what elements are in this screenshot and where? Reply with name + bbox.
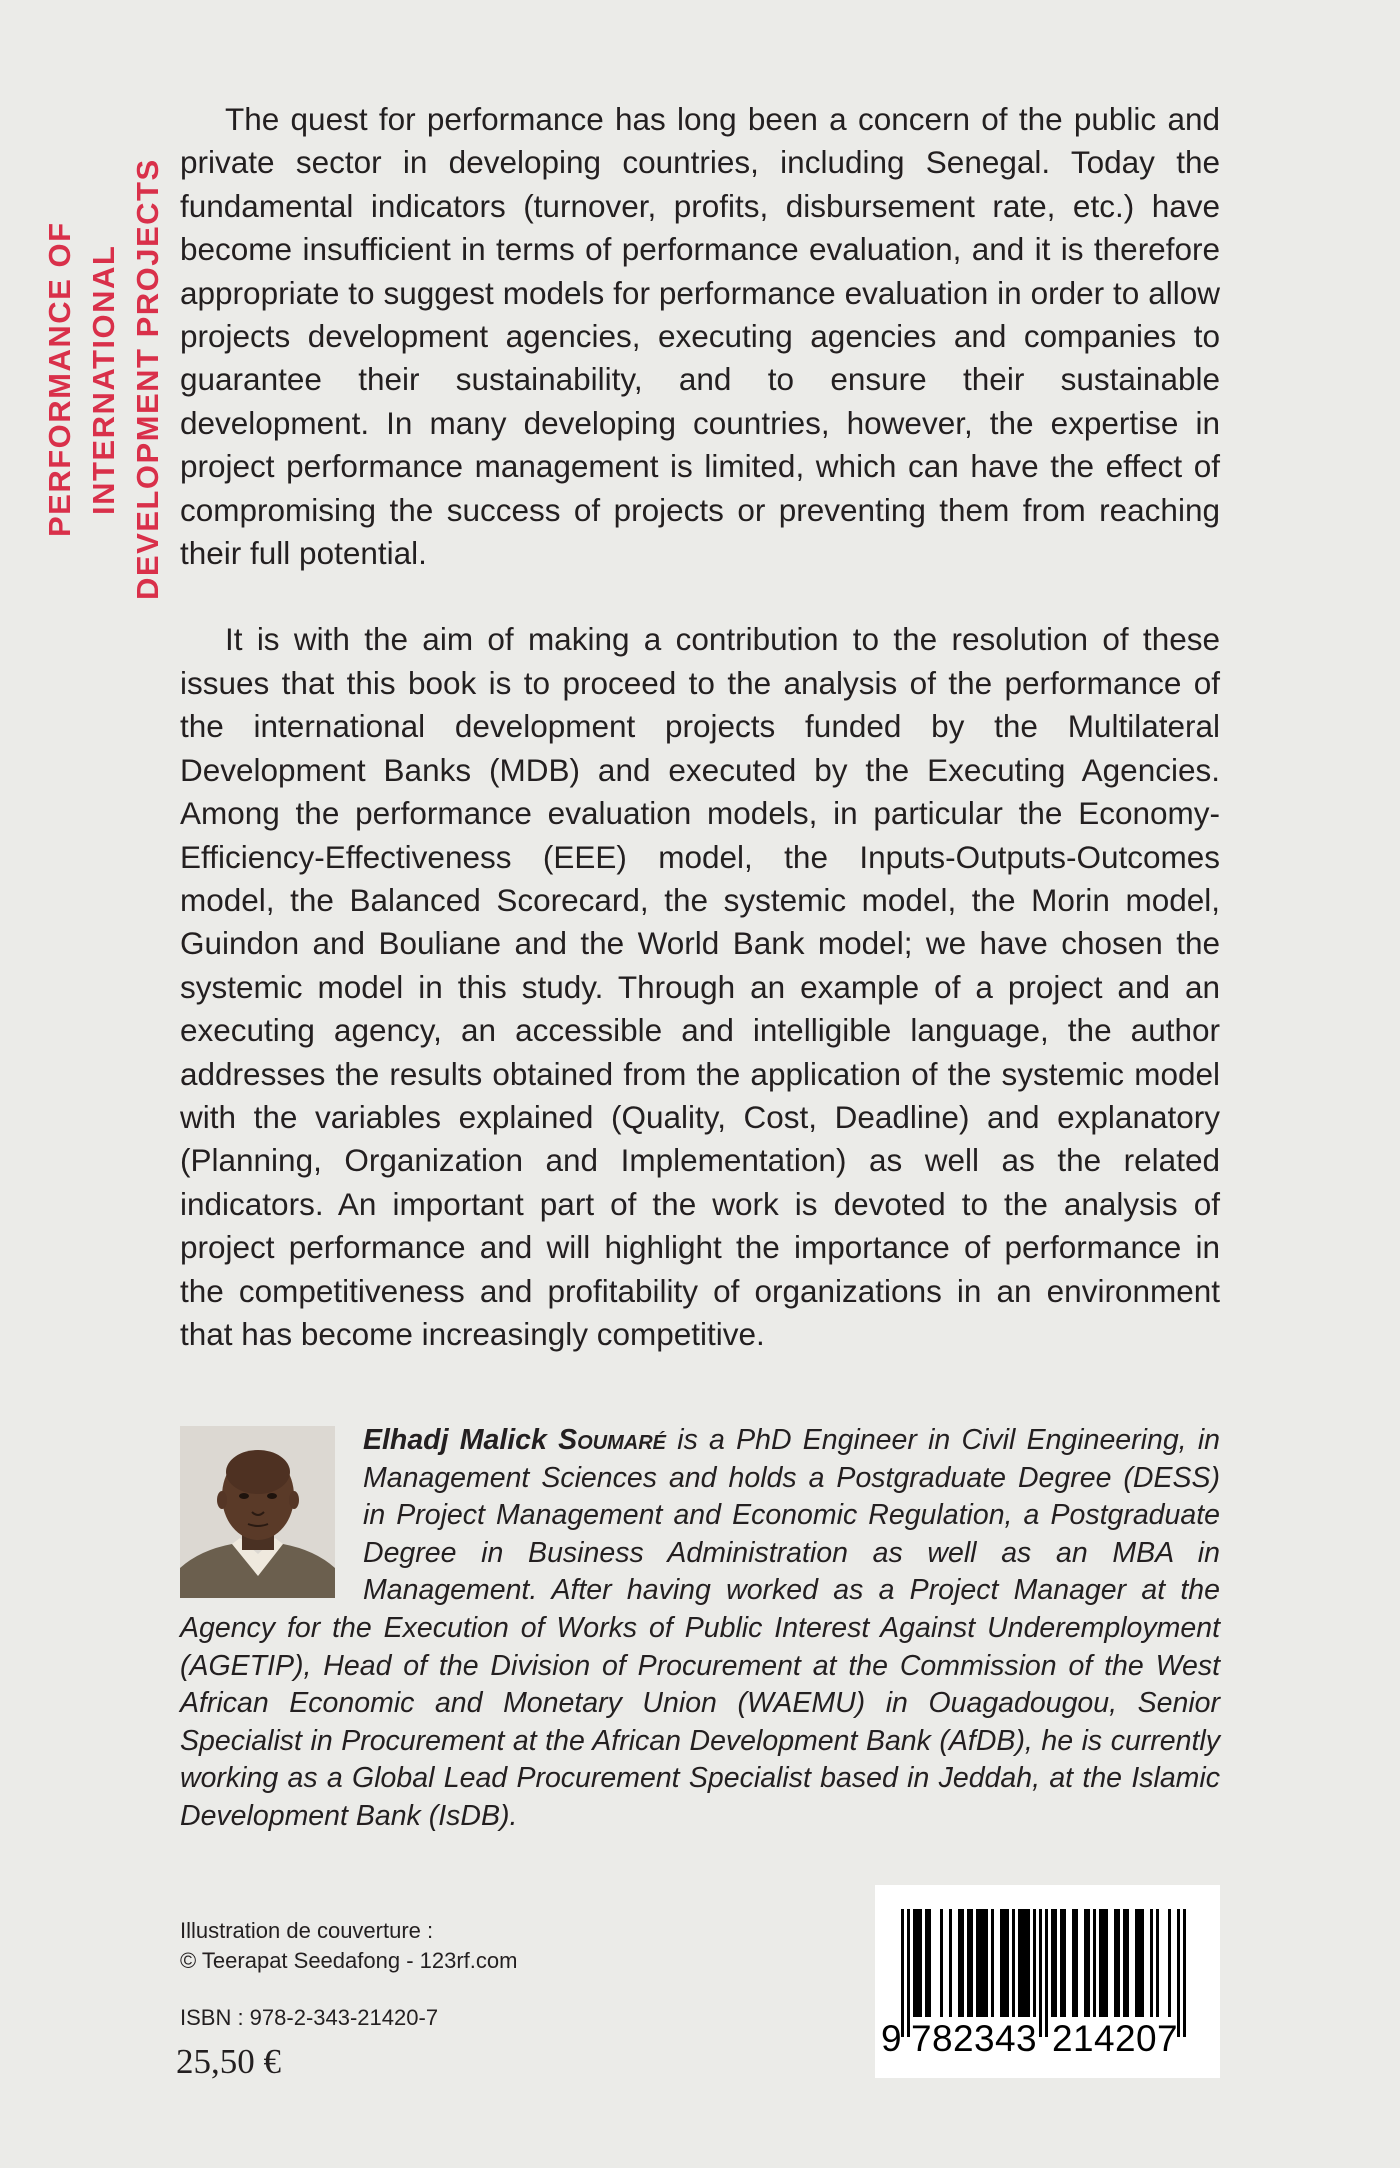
barcode-bar [1099, 1909, 1108, 2017]
barcode-bar [1135, 1909, 1144, 2017]
barcode-bar [1060, 1909, 1066, 2017]
barcode-bar [1093, 1909, 1096, 2017]
barcode-bar [907, 1909, 910, 2037]
barcode-bar [1156, 1909, 1159, 2017]
barcode-bar [1114, 1909, 1120, 2017]
credit-line-2: © Teerapat Seedafong - 123rf.com [180, 1948, 518, 1973]
barcode-digit: 9 [881, 2018, 902, 2059]
barcode-bar [949, 1909, 952, 2017]
barcode [875, 1885, 1220, 2078]
barcode-bar [940, 1909, 943, 2017]
author-bio-text: is a PhD Engineer in Civil Engineering, in Management Sciences and holds a Postgraduate Degree (DESS) in Project Management and Economic Regulation, a Postgraduate Degree in Business Administration as well as an MBA in Management. After having worked as a Project Manager at the Agency for the Execution of Works of Public Interest Against Underemployment (AGETIP), Head of the Division of Procurement at the Commission of the West African Economic and Monetary Union (WAEMU) in Ouagadougou, Senior Specialist in Procurement at the African Development Bank (AfDB), he is currently working as a Global Lead Procurement Specialist based in Jeddah, at the Islamic Development Bank (IsDB). [180, 1424, 1221, 1832]
barcode-bar [1018, 1909, 1030, 2017]
barcode-bar [913, 1909, 922, 2017]
barcode-bar [1033, 1909, 1036, 2017]
barcode-digit: 2 [1115, 2018, 1136, 2059]
barcode-bar [1039, 1909, 1042, 2037]
barcode-bar [1012, 1909, 1015, 2017]
barcode-digit: 7 [1157, 2018, 1178, 2059]
barcode-bar [1051, 1909, 1057, 2017]
spine-title-line-2: DEVELOPMENT PROJECTS [130, 158, 165, 601]
barcode-bar [1150, 1909, 1153, 2017]
barcode-bar [1072, 1909, 1078, 2017]
author-photo [180, 1426, 335, 1598]
barcode-digit: 1 [1073, 2018, 1094, 2059]
summary-paragraph-1: The quest for performance has long been a concern of the public and private sector in developing countries, including Senegal. Today the fundamental indicators (turnover, profits, disbursement rate, etc.) have become insufficient in terms of performance evaluation, and it is therefore appropriate to suggest models for performance evaluation in order to allow projects development agencies, executing agencies and companies to guarantee their sustainability, and to ensure their sustainable development. In many developing countries, however, the expertise in project performance management is limited, which can have the effect of compromising the success of projects or preventing them from reaching their full potential. [180, 101, 1220, 572]
barcode-digit: 2 [1052, 2018, 1073, 2059]
book-summary [180, 98, 1220, 1399]
barcode-digit: 4 [995, 2018, 1016, 2059]
barcode-bar [958, 1909, 964, 2017]
author-first-names: Elhadj Malick [363, 1424, 559, 1456]
author-bio-section [180, 1422, 1220, 1836]
credit-line-1: Illustration de couverture : [180, 1918, 434, 1943]
barcode-digit: 3 [1016, 2018, 1037, 2059]
barcode-bar [967, 1909, 973, 2017]
barcode-digit: 3 [974, 2018, 995, 2059]
barcode-bar [1000, 1909, 1009, 2017]
spine-title-line-1: PERFORMANCE OF INTERNATIONAL [42, 221, 121, 538]
barcode-bar [1168, 1909, 1171, 2017]
barcode-bar [1183, 1909, 1186, 2037]
barcode-digit: 8 [932, 2018, 953, 2059]
barcode-digit: 0 [1136, 2018, 1157, 2059]
barcode-digits [875, 2019, 1220, 2059]
author-portrait-image [180, 1426, 335, 1598]
barcode-digit: 7 [911, 2018, 932, 2059]
barcode-bar [1045, 1909, 1048, 2037]
barcode-digit: 4 [1094, 2018, 1115, 2059]
barcode-digit: 2 [953, 2018, 974, 2059]
author-surname: Soumaré [558, 1424, 667, 1456]
author-name [363, 1424, 666, 1456]
cover-illustration-credit [180, 1916, 517, 1976]
barcode-bar [991, 1909, 994, 2017]
barcode-bar [1123, 1909, 1129, 2017]
isbn-number: ISBN : 978-2-343-21420-7 [180, 2005, 439, 2030]
barcode-bar [976, 1909, 988, 2017]
barcode-bar [1084, 1909, 1090, 2017]
summary-paragraph-2: It is with the aim of making a contribution to the resolution of these issues that this book is to proceed to the analysis of the performance of the international development projects funded by the Multilateral Development Banks (MDB) and executed by the Executing Agencies. Among the performance evaluation models, in particular the Economy-Efficiency-Effectiveness (EEE) model, the Inputs-Outputs-Outcomes model, the Balanced Scorecard, the systemic model, the Morin model, Guindon and Bouliane and the World Bank model; we have chosen the systemic model in this study. Through an example of a project and an executing agency, an accessible and intelligible language, the author addresses the results obtained from the application of the systemic model with the variables explained (Quality, Cost, Deadline) and explanatory (Planning, Organization and Implementation) as well as the related indicators. An important part of the work is devoted to the analysis of project performance and will highlight the importance of performance in the competitiveness and profitability of organizations in an environment that has become increasingly competitive. [180, 621, 1220, 1352]
price: 25,50 € [176, 2042, 281, 2081]
spine-title [38, 102, 165, 657]
barcode-bar [925, 1909, 931, 2017]
